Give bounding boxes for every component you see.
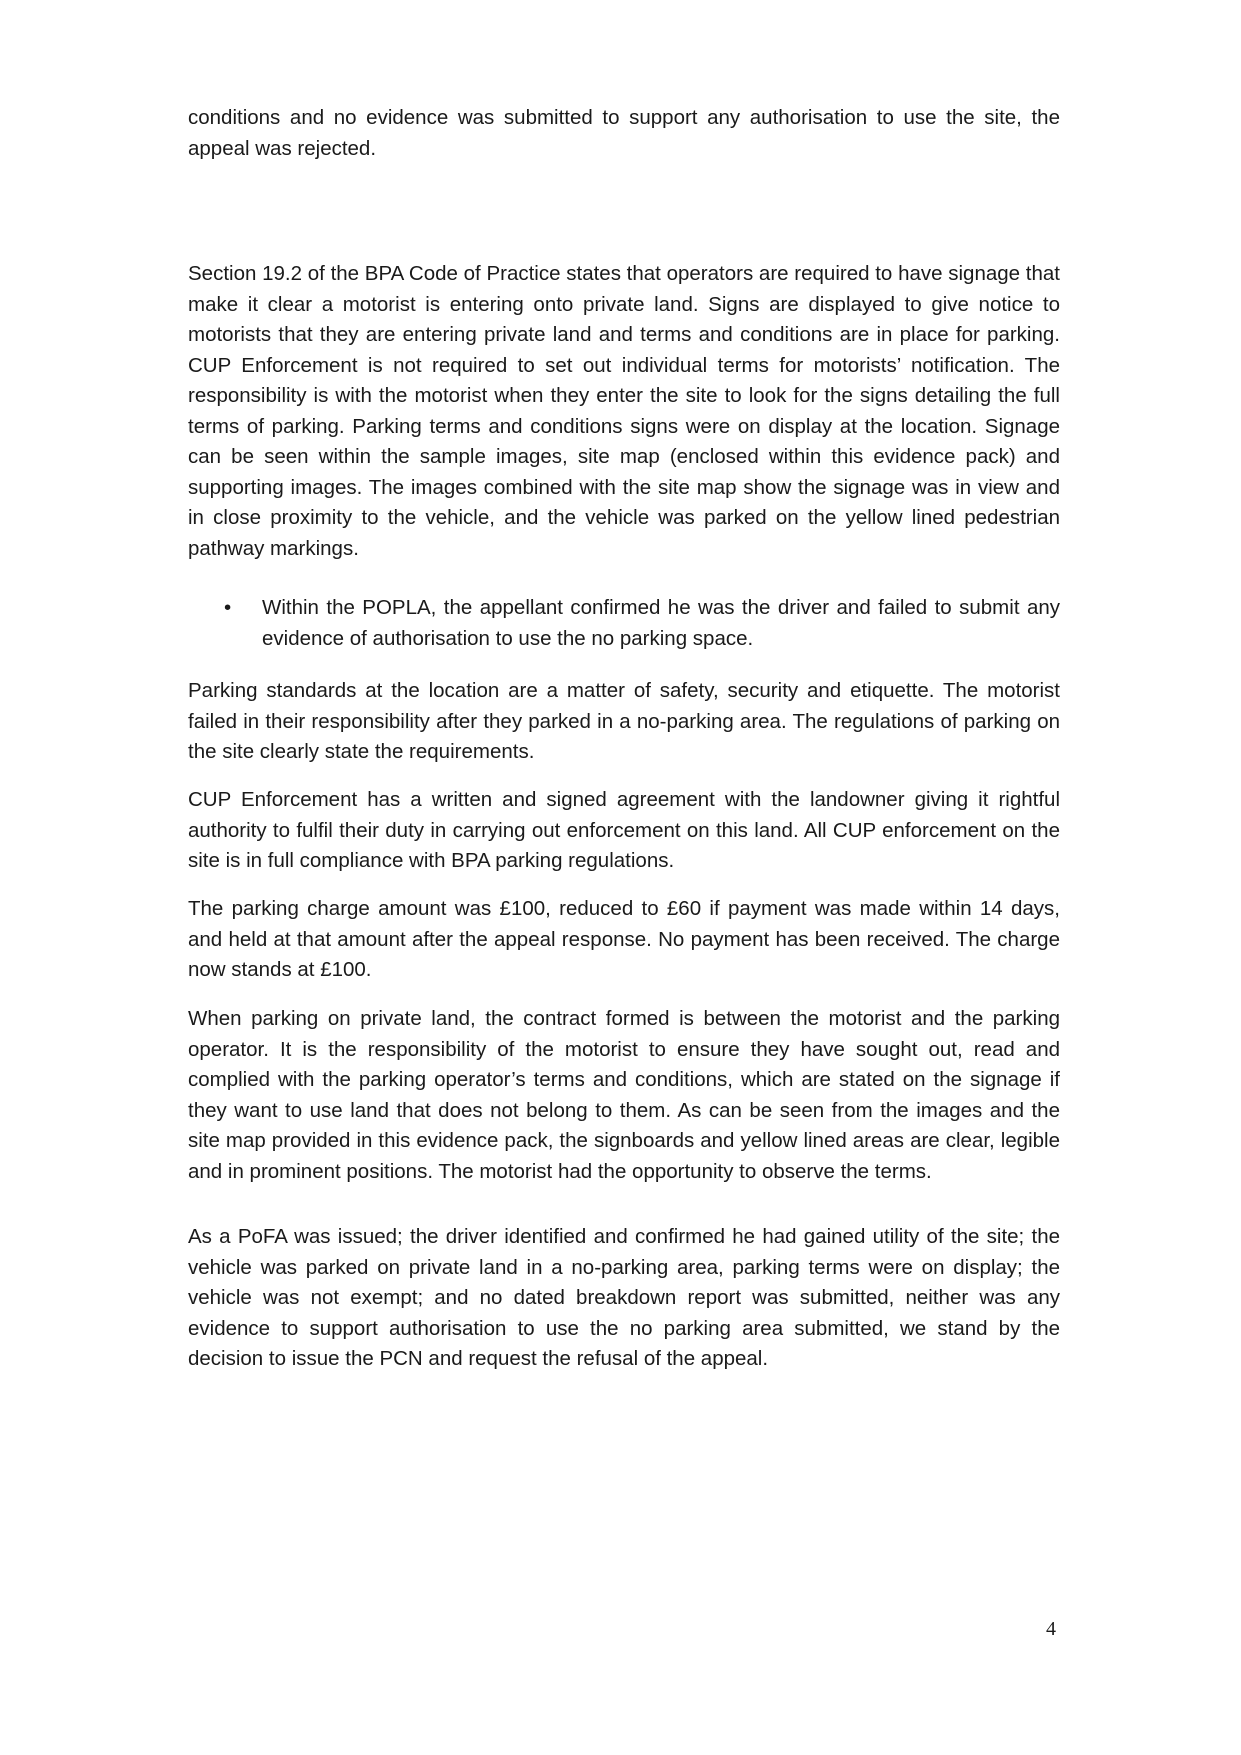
paragraph-landowner-agreement: CUP Enforcement has a written and signed agreement with the landowner giving it rightful authority to fulfil their duty in carrying out enforcement on this land. All CUP enforcement on the site is in full compliance with BPA parking regulations.: [188, 788, 1060, 872]
bullet-icon: •: [224, 596, 232, 619]
paragraph-signage-requirements: Section 19.2 of the BPA Code of Practice states that operators are required to have signage that make it clear a motorist is entering onto private land. Signs are displayed to give notice to motorists that they are entering private land and terms and conditions are in place for parking. CUP Enforcement is not required to set out individual terms for motorists’ notification. The responsibility is with the motorist when they enter the site to look for the signs detailing the full terms of parking. Parking terms and conditions signs were on display at the location. Signage can be seen within the sample images, site map (enclosed within this evidence pack) and supporting images. The images combined with the site map show the signage was in view and in close proximity to the vehicle, and the vehicle was parked on the yellow lined pedestrian pathway markings.: [188, 262, 1060, 560]
page-number: 4: [1046, 1618, 1056, 1640]
bullet-text: Within the POPLA, the appellant confirmed he was the driver and failed to submit any evidence of authorisation to use the no parking space.: [262, 596, 1060, 650]
paragraph-contract: When parking on private land, the contract formed is between the motorist and the parking operator. It is the responsibility of the motorist to ensure they have sought out, read and complied with the parking operator’s terms and conditions, which are stated on the signage if they want to use land that does not belong to them. As can be seen from the images and the site map provided in this evidence pack, the signboards and yellow lined areas are clear, legible and in prominent positions. The motorist had the opportunity to observe the terms.: [188, 1007, 1060, 1183]
paragraph-parking-standards: Parking standards at the location are a matter of safety, security and etiquette. The motorist failed in their responsibility after they parked in a no-parking area. The regulations of parking on the site clearly state the requirements.: [188, 679, 1060, 763]
paragraph-conclusion: As a PoFA was issued; the driver identified and confirmed he had gained utility of the site; the vehicle was parked on private land in a no-parking area, parking terms were on display; the vehicle was not exempt; and no dated breakdown report was submitted, neither was any evidence to support authorisation to use the no parking area submitted, we stand by the decision to issue the PCN and request the refusal of the appeal.: [188, 1225, 1060, 1370]
paragraph-charge-amount: The parking charge amount was £100, reduced to £60 if payment was made within 14 days, and held at that amount after the appeal response. No payment has been received. The charge now stands at £100.: [188, 897, 1060, 981]
paragraph-appeal-rejected: conditions and no evidence was submitted to support any authorisation to use the site, the appeal was rejected.: [188, 106, 1060, 160]
bullet-list-item: [188, 593, 1060, 654]
